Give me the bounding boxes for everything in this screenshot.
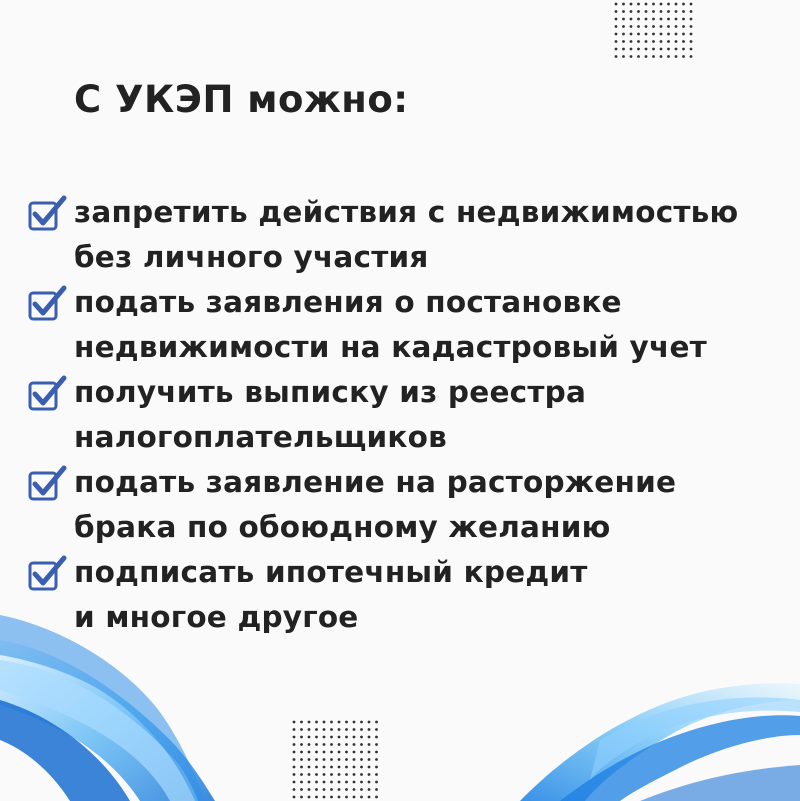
- dot: [330, 728, 333, 731]
- dot: [308, 766, 311, 769]
- dot: [300, 773, 303, 776]
- dot: [330, 721, 333, 724]
- dot: [645, 18, 648, 21]
- list-item-line-2: и многое другое: [74, 600, 359, 634]
- dot: [645, 33, 648, 36]
- dot: [300, 728, 303, 731]
- dot: [345, 758, 348, 761]
- dot: [368, 758, 371, 761]
- dot: [308, 728, 311, 731]
- dot: [315, 766, 318, 769]
- dot: [375, 781, 378, 784]
- dot: [667, 33, 670, 36]
- dot: [682, 25, 685, 28]
- dot: [637, 33, 640, 36]
- list-item-line-1: подписать ипотечный кредит: [74, 555, 588, 589]
- dot: [652, 40, 655, 43]
- dot: [375, 796, 378, 799]
- dot: [368, 743, 371, 746]
- checkbox-checked-icon: [28, 195, 68, 231]
- dot: [360, 743, 363, 746]
- list-item: [28, 460, 793, 550]
- dot: [645, 3, 648, 6]
- dot: [345, 751, 348, 754]
- dot: [315, 773, 318, 776]
- dot: [630, 48, 633, 51]
- dot: [308, 773, 311, 776]
- dot: [667, 25, 670, 28]
- dot: [675, 18, 678, 21]
- dot: [615, 55, 618, 58]
- dot: [293, 728, 296, 731]
- dot: [300, 721, 303, 724]
- dot: [690, 3, 693, 6]
- dot: [353, 736, 356, 739]
- dot: [622, 55, 625, 58]
- dot: [622, 40, 625, 43]
- dot: [353, 758, 356, 761]
- dot: [660, 10, 663, 13]
- dot: [615, 3, 618, 6]
- dot: [353, 766, 356, 769]
- dot: [330, 766, 333, 769]
- dot: [675, 33, 678, 36]
- dot: [323, 728, 326, 731]
- dot: [375, 773, 378, 776]
- list-item: [28, 370, 793, 460]
- dot: [360, 796, 363, 799]
- dot: [675, 48, 678, 51]
- dot: [375, 766, 378, 769]
- dot: [682, 48, 685, 51]
- dot: [375, 721, 378, 724]
- dot: [338, 773, 341, 776]
- dot: [368, 721, 371, 724]
- dot: [323, 736, 326, 739]
- dot: [293, 758, 296, 761]
- dot: [667, 18, 670, 21]
- dot: [360, 788, 363, 791]
- dot: [308, 758, 311, 761]
- dot: [368, 781, 371, 784]
- dot: [323, 758, 326, 761]
- dot: [690, 25, 693, 28]
- dot: [660, 18, 663, 21]
- dot: [360, 751, 363, 754]
- dot: [330, 758, 333, 761]
- dot: [652, 55, 655, 58]
- dot: [293, 781, 296, 784]
- dot: [682, 33, 685, 36]
- dot: [660, 48, 663, 51]
- dot: [323, 781, 326, 784]
- dot: [630, 25, 633, 28]
- dot: [368, 736, 371, 739]
- dot: [660, 25, 663, 28]
- list-item-line-2: недвижимости на кадастровый учет: [74, 330, 707, 364]
- dot: [330, 773, 333, 776]
- dot: [645, 55, 648, 58]
- dot: [338, 743, 341, 746]
- dot: [315, 736, 318, 739]
- dot: [315, 758, 318, 761]
- dot: [652, 25, 655, 28]
- dot: [637, 40, 640, 43]
- dot: [323, 721, 326, 724]
- dot: [675, 25, 678, 28]
- dot: [315, 788, 318, 791]
- dot: [338, 721, 341, 724]
- dot: [690, 18, 693, 21]
- dot: [368, 788, 371, 791]
- dot: [682, 55, 685, 58]
- list-item: [28, 190, 793, 280]
- dot: [308, 736, 311, 739]
- dot: [353, 743, 356, 746]
- dot: [293, 736, 296, 739]
- list-item-line-2: брака по обоюдному желанию: [74, 510, 611, 544]
- dot: [675, 40, 678, 43]
- list-item-line-2: налогоплательщиков: [74, 420, 447, 454]
- dot: [615, 25, 618, 28]
- dot: [300, 758, 303, 761]
- dot: [330, 743, 333, 746]
- dot: [345, 773, 348, 776]
- dot: [345, 743, 348, 746]
- dot: [345, 781, 348, 784]
- dot: [300, 766, 303, 769]
- dot: [360, 766, 363, 769]
- dot: [682, 3, 685, 6]
- dot: [308, 788, 311, 791]
- dot: [375, 728, 378, 731]
- dot: [368, 773, 371, 776]
- dots-pattern-top: [612, 0, 696, 62]
- dot: [622, 33, 625, 36]
- dot: [652, 10, 655, 13]
- list-item-line-2: без личного участия: [74, 240, 429, 274]
- dot: [375, 736, 378, 739]
- dot: [368, 796, 371, 799]
- dot: [622, 25, 625, 28]
- dot: [323, 751, 326, 754]
- dot: [308, 796, 311, 799]
- dot: [615, 10, 618, 13]
- dot: [293, 773, 296, 776]
- dot: [622, 18, 625, 21]
- dot: [345, 796, 348, 799]
- dot: [345, 736, 348, 739]
- dot: [360, 721, 363, 724]
- dot: [630, 55, 633, 58]
- dot: [323, 796, 326, 799]
- dot: [300, 751, 303, 754]
- dot: [682, 40, 685, 43]
- dot: [330, 781, 333, 784]
- dot: [637, 55, 640, 58]
- dot: [338, 796, 341, 799]
- dot: [368, 766, 371, 769]
- dot: [323, 743, 326, 746]
- dot: [330, 751, 333, 754]
- features-list: [28, 190, 793, 640]
- dot: [615, 48, 618, 51]
- dot: [368, 728, 371, 731]
- dot: [323, 773, 326, 776]
- dot: [345, 766, 348, 769]
- dot: [360, 773, 363, 776]
- dot: [667, 3, 670, 6]
- dot: [293, 788, 296, 791]
- dot: [690, 48, 693, 51]
- dot: [375, 743, 378, 746]
- dot: [667, 40, 670, 43]
- dot: [375, 788, 378, 791]
- list-item-line-1: получить выписку из реестра: [74, 375, 587, 409]
- dot: [652, 33, 655, 36]
- dot: [645, 48, 648, 51]
- dot: [652, 18, 655, 21]
- dot: [338, 758, 341, 761]
- dot: [353, 788, 356, 791]
- dot: [315, 721, 318, 724]
- dot: [652, 3, 655, 6]
- dot: [353, 781, 356, 784]
- dot: [615, 40, 618, 43]
- dot: [630, 40, 633, 43]
- dot: [637, 48, 640, 51]
- dot: [308, 743, 311, 746]
- dot: [293, 751, 296, 754]
- dot: [637, 18, 640, 21]
- dot: [353, 773, 356, 776]
- dot: [660, 3, 663, 6]
- dot: [338, 736, 341, 739]
- dot: [630, 3, 633, 6]
- dot: [323, 766, 326, 769]
- dot: [300, 796, 303, 799]
- dot: [300, 743, 303, 746]
- dot: [338, 766, 341, 769]
- dot: [615, 18, 618, 21]
- dot: [645, 25, 648, 28]
- checkbox-checked-icon: [28, 285, 68, 321]
- dot: [353, 751, 356, 754]
- dot: [660, 40, 663, 43]
- checkbox-checked-icon: [28, 555, 68, 591]
- dot: [315, 743, 318, 746]
- dot: [645, 40, 648, 43]
- dot: [690, 33, 693, 36]
- dot: [330, 788, 333, 791]
- dot: [645, 10, 648, 13]
- dot: [630, 10, 633, 13]
- list-item-line-1: подать заявление на расторжение: [74, 465, 677, 499]
- dot: [667, 48, 670, 51]
- dot: [345, 728, 348, 731]
- dot: [353, 721, 356, 724]
- dot: [345, 788, 348, 791]
- dot: [315, 796, 318, 799]
- dot: [637, 25, 640, 28]
- dot: [345, 721, 348, 724]
- dot: [630, 18, 633, 21]
- dot: [360, 736, 363, 739]
- dot: [330, 796, 333, 799]
- dot: [667, 10, 670, 13]
- dot: [338, 788, 341, 791]
- dot: [338, 728, 341, 731]
- dot: [353, 728, 356, 731]
- dot: [300, 781, 303, 784]
- dot: [375, 758, 378, 761]
- dot: [675, 10, 678, 13]
- dot: [300, 788, 303, 791]
- dot: [660, 55, 663, 58]
- dot: [293, 796, 296, 799]
- dot: [323, 788, 326, 791]
- dot: [360, 781, 363, 784]
- dot: [630, 33, 633, 36]
- dot: [660, 33, 663, 36]
- dot: [368, 751, 371, 754]
- dot: [360, 728, 363, 731]
- checkbox-checked-icon: [28, 375, 68, 411]
- list-item: [28, 280, 793, 370]
- dot: [330, 736, 333, 739]
- dot: [308, 721, 311, 724]
- dots-pattern-bottom: [290, 718, 380, 801]
- dot: [622, 10, 625, 13]
- dot: [338, 751, 341, 754]
- dot: [293, 743, 296, 746]
- dot: [308, 751, 311, 754]
- list-item-line-1: подать заявления о постановке: [74, 285, 622, 319]
- dot: [315, 728, 318, 731]
- dot: [652, 48, 655, 51]
- dot: [682, 10, 685, 13]
- list-item: [28, 550, 793, 640]
- dot: [300, 736, 303, 739]
- checkbox-checked-icon: [28, 465, 68, 501]
- dot: [315, 751, 318, 754]
- dot: [308, 781, 311, 784]
- dot: [667, 55, 670, 58]
- dot: [353, 796, 356, 799]
- dot: [637, 3, 640, 6]
- dot: [690, 55, 693, 58]
- dot: [360, 758, 363, 761]
- dot: [675, 55, 678, 58]
- dot: [338, 781, 341, 784]
- page-title: С УКЭП можно:: [74, 78, 409, 121]
- dot: [615, 33, 618, 36]
- dot: [690, 40, 693, 43]
- dot: [293, 721, 296, 724]
- dot: [690, 10, 693, 13]
- dot: [637, 10, 640, 13]
- dot: [675, 3, 678, 6]
- dot: [315, 781, 318, 784]
- dot: [293, 766, 296, 769]
- list-item-line-1: запретить действия с недвижимостью: [74, 195, 739, 229]
- dot: [375, 751, 378, 754]
- dot: [622, 3, 625, 6]
- dot: [682, 18, 685, 21]
- dot: [622, 48, 625, 51]
